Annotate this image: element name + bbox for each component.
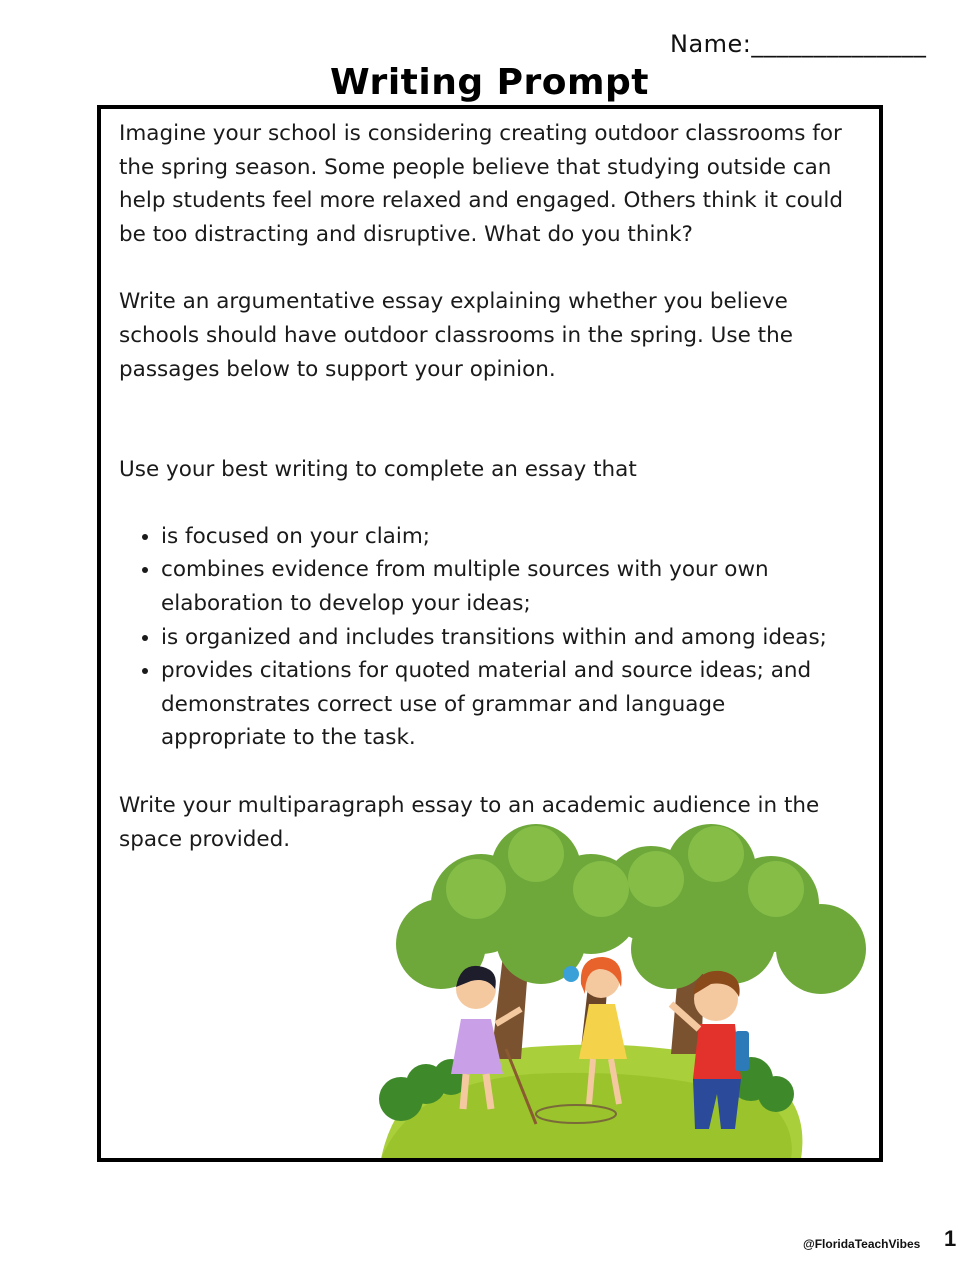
prompt-box	[97, 105, 883, 1162]
prompt-paragraph-scenario: Imagine your school is considering creating outdoor classrooms for the spring season. Some people believe that studying outside can help students feel more relaxed and engaged. Others think it could be too distracting and disruptive. What do you think?	[119, 121, 844, 247]
criteria-list	[119, 520, 854, 755]
name-field-label: Name:______________	[670, 30, 927, 58]
footer-handle: @FloridaTeachVibes	[803, 1237, 921, 1251]
criteria-item: • is organized and includes transitions within and among ideas;	[161, 621, 854, 655]
prompt-paragraph-criteria-intro: Use your best writing to complete an essay that	[119, 457, 637, 483]
page-number: 1	[944, 1226, 957, 1251]
page-title: Writing Prompt	[329, 62, 649, 103]
prompt-paragraph-task: Write an argumentative essay explaining whether you believe schools should have outdoor classrooms in the spring. Use the passages below to support your opinion.	[119, 289, 793, 382]
kids-playing-under-trees-illustration	[371, 809, 879, 1159]
prompt-paragraph-audience: Write your multiparagraph essay to an academic audience in the space provided.	[119, 792, 820, 852]
prompt-content	[119, 117, 854, 856]
criteria-item: • combines evidence from multiple sources with your own elaboration to develop your ideas;	[161, 553, 854, 620]
criteria-item: • is focused on your claim;	[161, 520, 854, 554]
criteria-item: • provides citations for quoted material and source ideas; and demonstrates correct use of grammar and language appropriate to the task.	[161, 654, 854, 755]
